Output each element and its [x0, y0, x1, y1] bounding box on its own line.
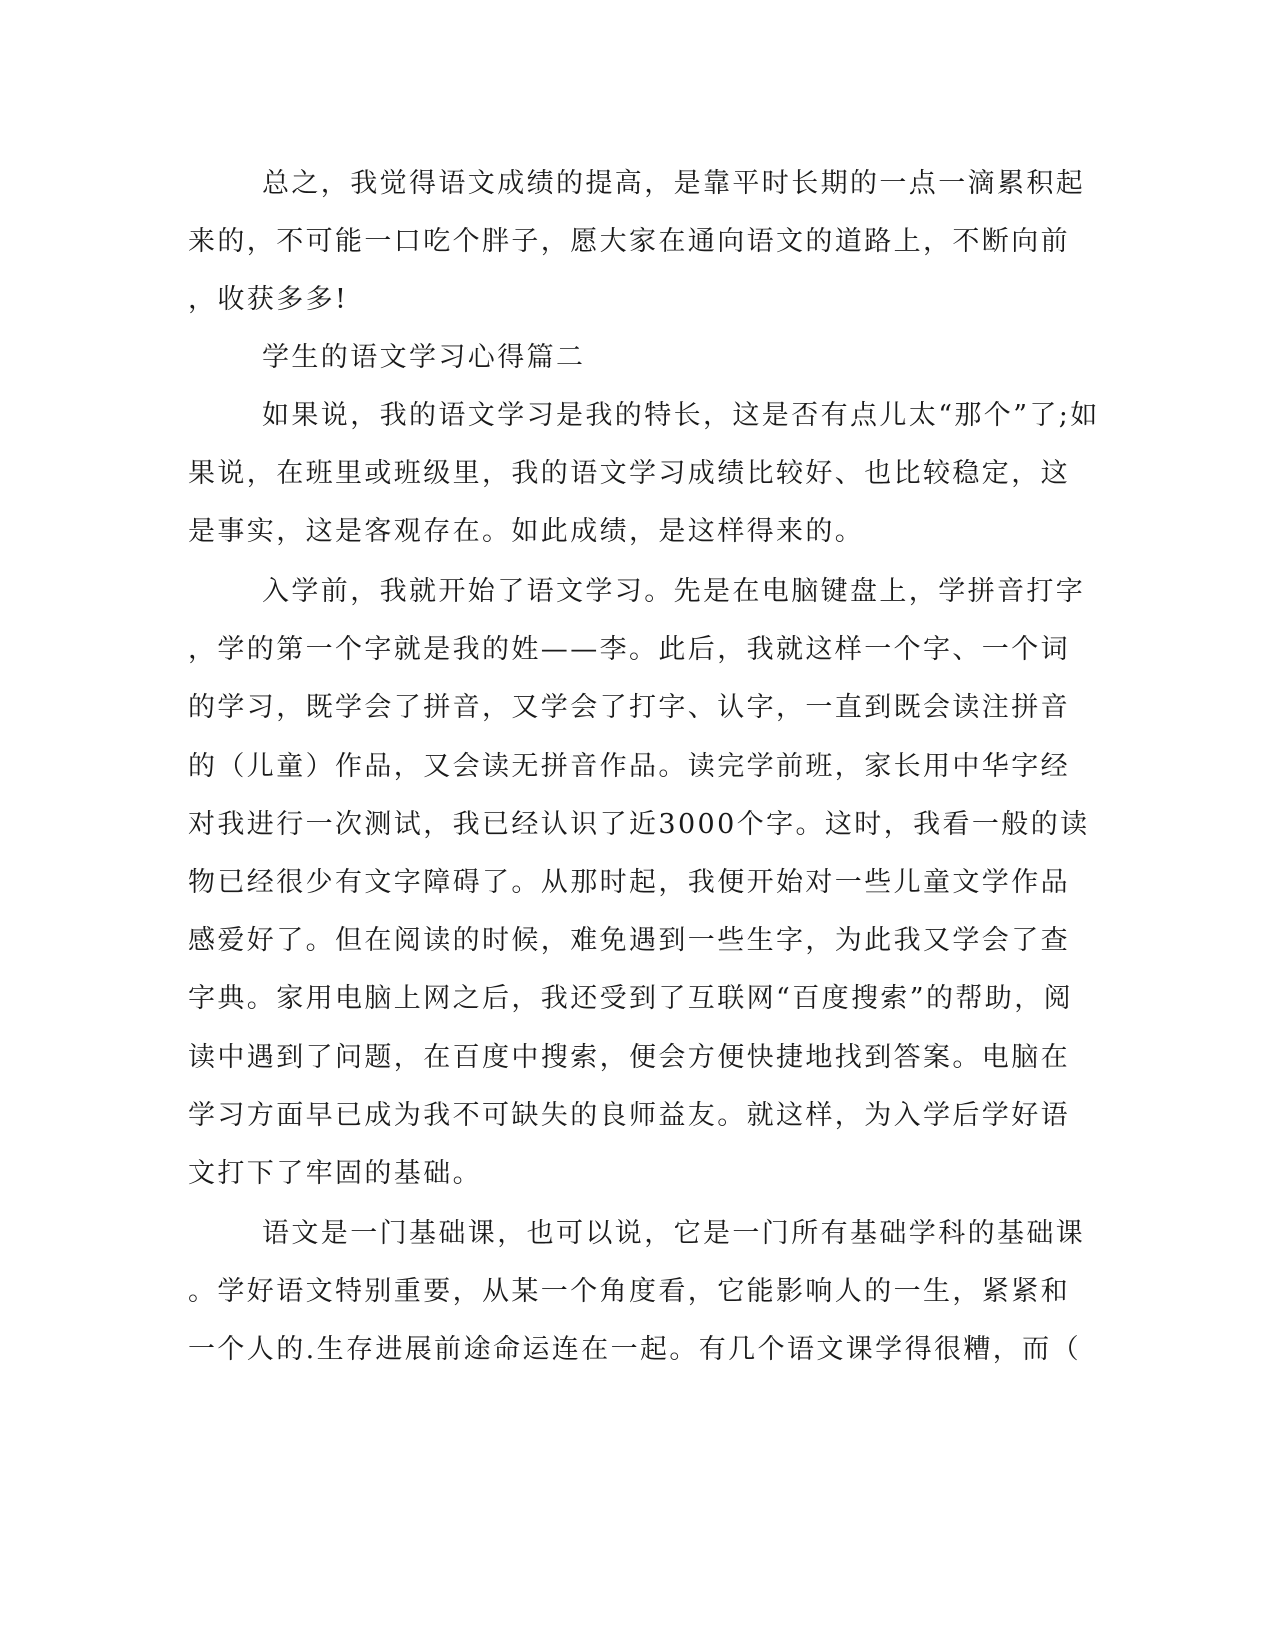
text-line: 对我进行一次测试，我已经认识了近3000个字。这时，我看一般的读 — [188, 809, 1090, 840]
text-line: 果说，在班里或班级里，我的语文学习成绩比较好、也比较稳定，这 — [188, 458, 1070, 489]
text-line: 学习方面早已成为我不可缺失的良师益友。就这样，为入学后学好语 — [188, 1100, 1070, 1131]
text-line: 的学习，既学会了拼音，又学会了打字、认字，一直到既会读注拼音 — [188, 692, 1070, 723]
text-line: 文打下了牢固的基础。 — [188, 1158, 482, 1189]
text-line: 入学前，我就开始了语文学习。先是在电脑键盘上，学拼音打字 — [262, 576, 1086, 607]
section-heading: 学生的语文学习心得篇二 — [262, 342, 586, 373]
text-line: 物已经很少有文字障碍了。从那时起，我便开始对一些儿童文学作品 — [188, 867, 1070, 898]
text-line: 语文是一门基础课，也可以说，它是一门所有基础学科的基础课 — [262, 1218, 1086, 1249]
text-line: 字典。家用电脑上网之后，我还受到了互联网“百度搜索”的帮助，阅 — [188, 983, 1074, 1014]
text-line: 如果说，我的语文学习是我的特长，这是否有点儿太“那个”了;如 — [262, 400, 1100, 431]
text-line: ，学的第一个字就是我的姓——李。此后，我就这样一个字、一个词 — [188, 634, 1070, 665]
text-line: 。学好语文特别重要，从某一个角度看，它能影响人的一生，紧紧和 — [188, 1276, 1070, 1307]
text-line: 是事实，这是客观存在。如此成绩，是这样得来的。 — [188, 516, 865, 547]
text-line: 的（儿童）作品，又会读无拼音作品。读完学前班，家长用中华字经 — [188, 751, 1070, 782]
text-line: 一个人的.生存进展前途命运连在一起。有几个语文课学得很糟，而（ — [188, 1334, 1081, 1365]
text-line: 感爱好了。但在阅读的时候，难免遇到一些生字，为此我又学会了查 — [188, 925, 1070, 956]
text-line: 读中遇到了问题，在百度中搜索，便会方便快捷地找到答案。电脑在 — [188, 1042, 1070, 1073]
text-line: 来的，不可能一口吃个胖子，愿大家在通向语文的道路上，不断向前 — [188, 226, 1070, 257]
text-line: 总之，我觉得语文成绩的提高，是靠平时长期的一点一滴累积起 — [262, 168, 1086, 199]
text-line: ，收获多多! — [188, 284, 349, 315]
